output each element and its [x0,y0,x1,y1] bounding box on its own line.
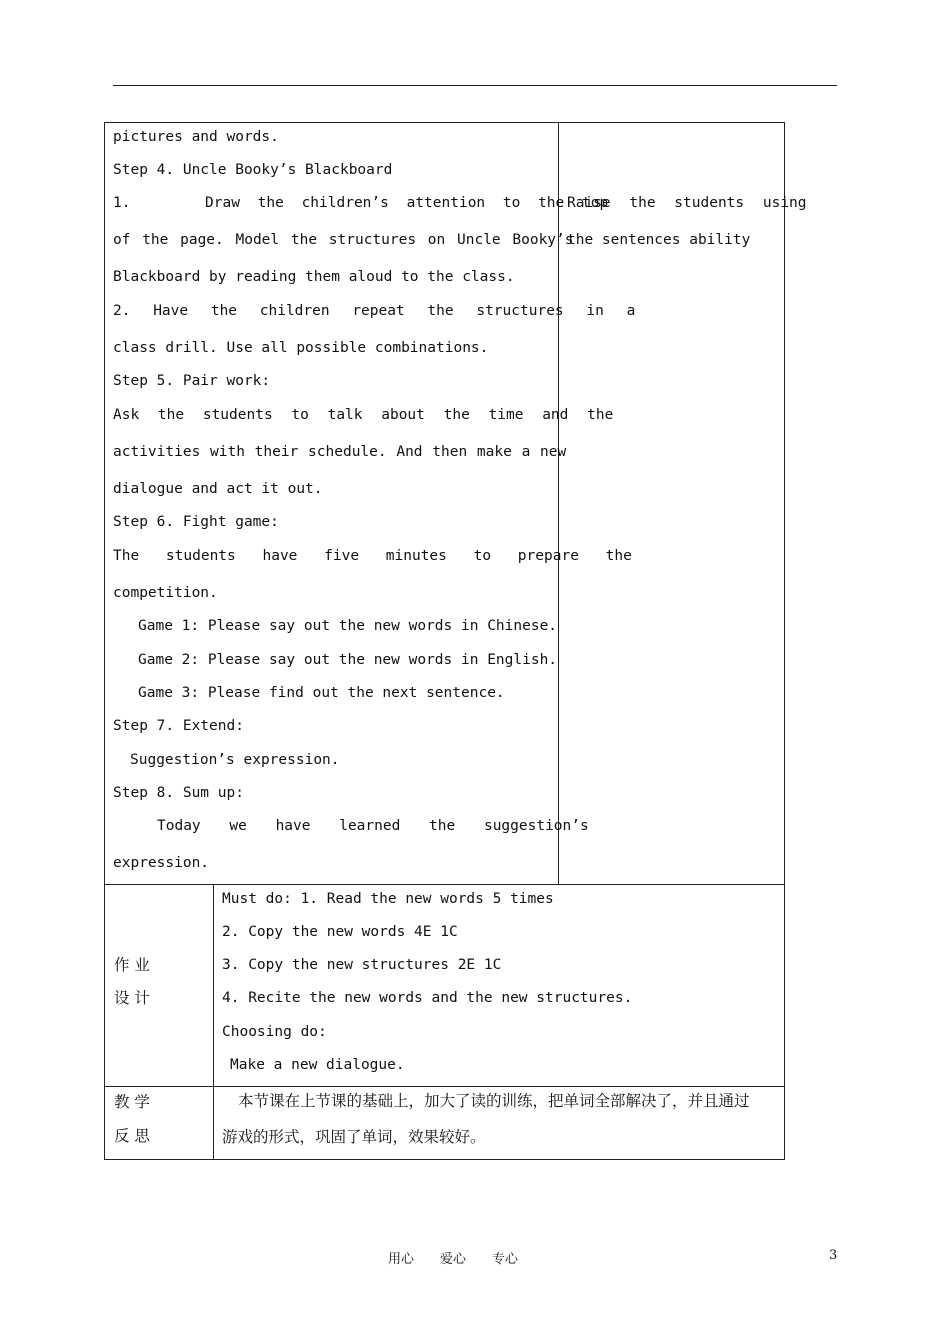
text-line: Blackboard by reading them aloud to the class. [113,269,515,285]
reflection-label-line: 反 思 [114,1127,150,1145]
homework-line: Must do: 1. Read the new words 5 times [222,891,554,907]
step-number: 1. [113,195,131,211]
homework-label-line: 作 业 [114,956,150,974]
text-line: The students have five minutes to prepare the [113,548,632,564]
text-line [205,193,609,213]
homework-line: 3. Copy the new structures 2E 1C [222,957,502,973]
step-title: Step 7. Extend: [113,718,244,734]
column-divider-label [213,884,214,1160]
page-number: 3 [829,1248,838,1263]
row-divider-reflection [104,1086,785,1087]
homework-line: Choosing do: [222,1024,327,1040]
homework-label-line: 设 计 [114,989,150,1007]
purpose-line: Raise the students using [567,195,807,211]
text-line: Ask the students to talk about the time and the [113,407,614,423]
step-title: Step 5. Pair work: [113,373,271,389]
row-divider-homework [104,884,785,885]
footer-motto: 用心 爱心 专心 [388,1252,519,1267]
game-line: Game 3: Please find out the next sentence. [138,685,505,701]
text-line: of the page. Model the structures on Uncle Booky’s [113,232,574,248]
text-line: competition. [113,585,218,601]
text-line: pictures and words. [113,129,279,145]
text-line: class drill. Use all possible combinations. [113,340,489,356]
reflection-label-line: 教 学 [114,1093,150,1111]
header-rule [113,85,837,86]
step-title: Step 4. Uncle Booky’s Blackboard [113,162,393,178]
step-title: Step 8. Sum up: [113,785,244,801]
text-line: expression. [113,855,210,871]
game-line: Game 2: Please say out the new words in English. [138,652,558,668]
homework-line: 4. Recite the new words and the new structures. [222,990,633,1006]
step-title: Step 6. Fight game: [113,514,279,530]
text-line: Suggestion’s expression. [130,752,340,768]
reflection-line: 本节课在上节课的基础上，加大了读的训练，把单词全部解决了，并且通过 [238,1092,750,1110]
game-line: Game 1: Please say out the new words in Chinese. [138,618,558,634]
text-line: 2. Have the children repeat the structures in a [113,303,636,319]
homework-line: Make a new dialogue. [230,1057,405,1073]
text-line: Draw the children’s attention to the top [205,195,609,211]
text-line: activities with their schedule. And then make a new [113,444,567,460]
text-line: dialogue and act it out. [113,481,323,497]
reflection-line: 游戏的形式，巩固了单词，效果较好。 [222,1128,486,1146]
text-line: Today we have learned the suggestion’s [157,818,589,834]
purpose-line: the sentences ability [567,232,751,248]
homework-line: 2. Copy the new words 4E 1C [222,924,458,940]
